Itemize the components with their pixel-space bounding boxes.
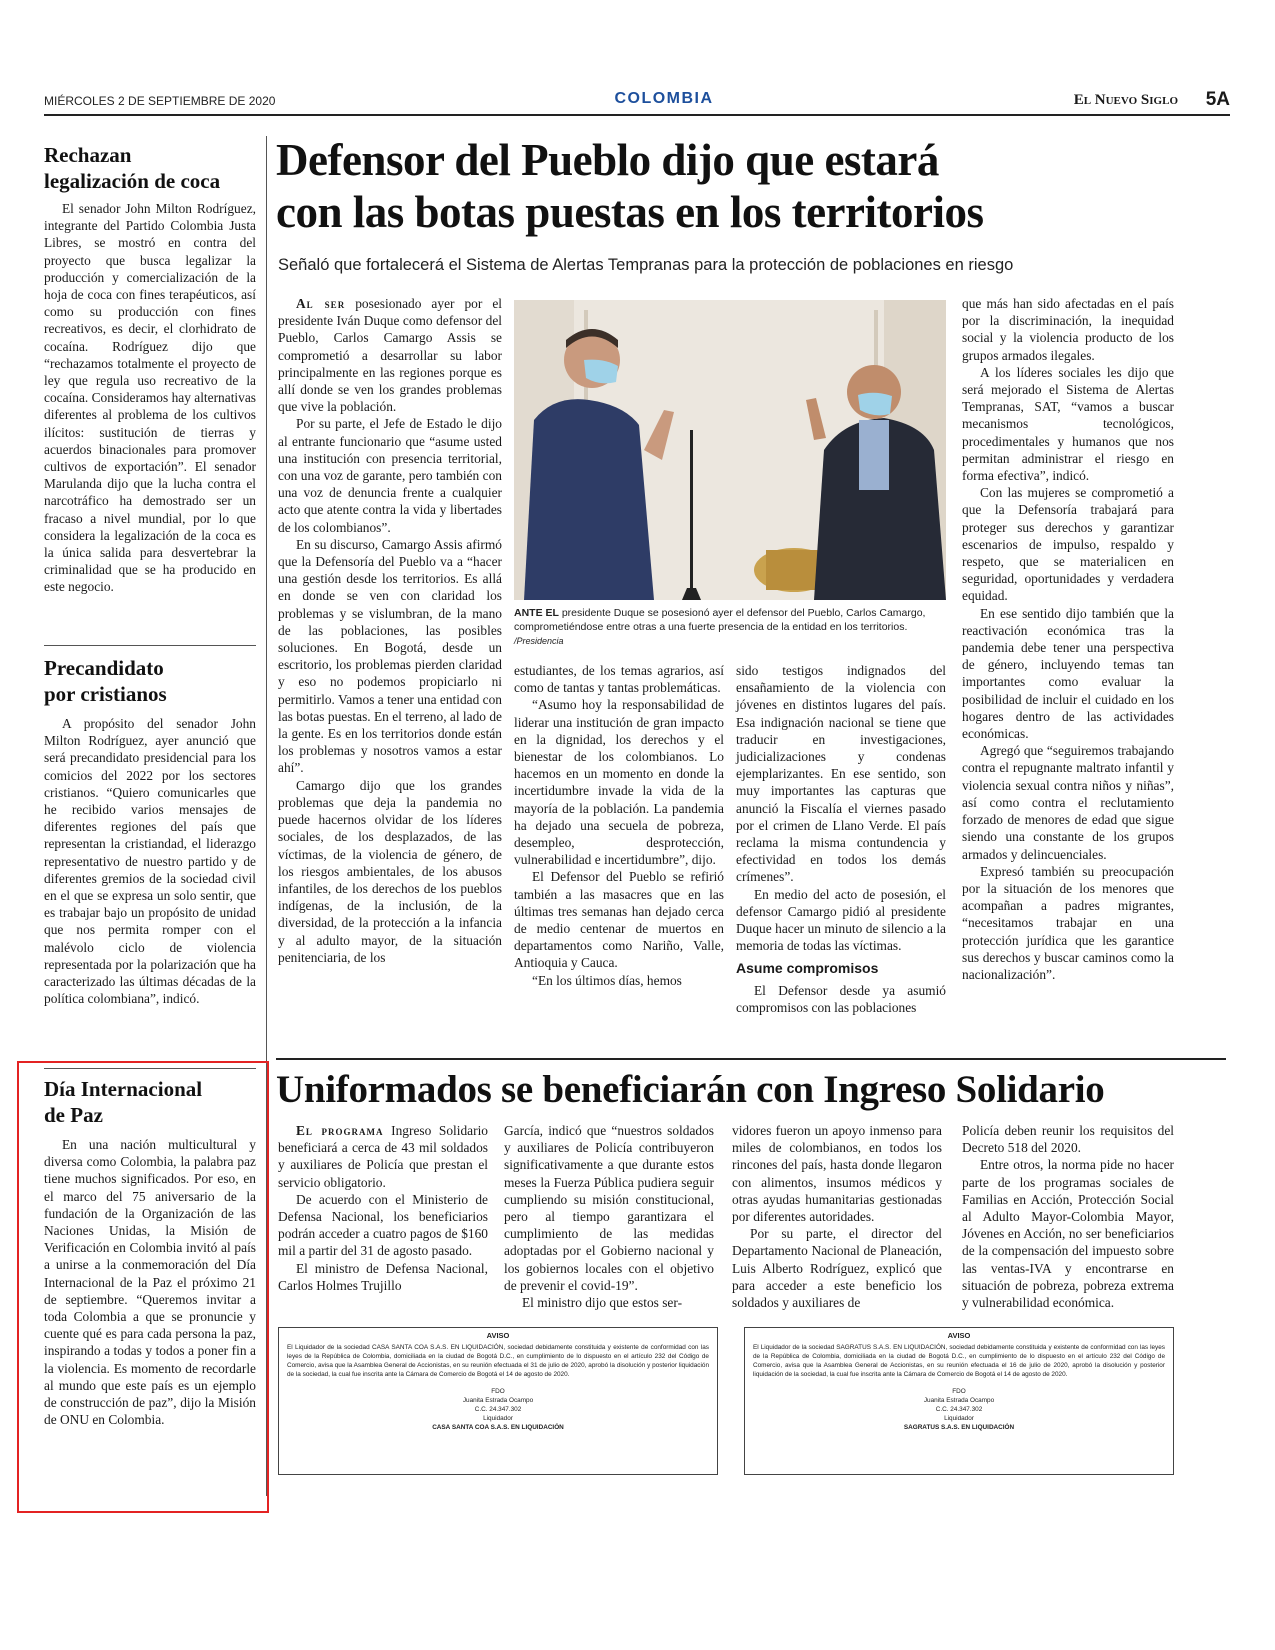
main-column-3: sido testigos indignados del ensañamiento de la violencia con jóvenes en distintos lugares del país. Esa indignación nacional se tiene que traducir en investigaciones, judicializaciones y condenas ejemplarizantes. En ese sentido, son muy importantes las capturas que anunció la Fiscalía el viernes pasado por el crimen de Llano Verde. El país reclama la misma contundencia y efectividad en todos los demás crímenes”. En medio del acto de posesión, el defensor Camargo pidió al presidente Duque hacer un minuto de silencio a la memoria de todas las víctimas. Asume compromisos El Defensor desde ya asumió compromisos con las poblaciones: [736, 663, 946, 1015]
sidebar-item-precandidato: [44, 655, 256, 1007]
sidebar-headline: Rechazan legalización de coca: [44, 143, 221, 193]
masthead: El Nuevo Siglo: [1073, 92, 1178, 108]
header-rule: [44, 114, 1230, 116]
highlight-box: [17, 1061, 269, 1513]
second-column-2: García, indicó que “nuestros soldados y auxiliares de Policía contribuyeron significativamente a que durante estos meses la Fuerza Pública pudiera seguir cumpliendo su misión constitucional, pero al tiempo garantizara el cumplimiento de las medidas adoptadas por el Gobierno nacional y los gobiernos locales con el objetivo de prevenir el covid-19”. El ministro dijo que estos ser-: [504, 1123, 714, 1311]
main-column-1: Al ser posesionado ayer por el presidente Iván Duque como defensor del Pueblo, Carlos Camargo Assis se comprometió a desarrollar su labor principalmente en las regiones porque es allí donde se ven los grandes problemas que vive la población. Por su parte, el Jefe de Estado le dijo al entrante funcionario que “asume usted una institución con presencia territorial, con una voz de garante, pero también con una voz de denuncia frente a cualquier acto que atente contra la vida y libertades de los colombianos”. En su discurso, Camargo Assis afirmó que la Defensoría del Pueblo va a “hacer una gestión desde los territorios. Es allá en donde se ven con claridad los problemas y se vislumbran, de la mano de las poblaciones, las posibles soluciones. En Bogotá, desde un escritorio, los problemas pierden claridad y eso no podemos propiciarlo ni permitirlo. Vamos a tener una entidad con las botas puestas. En el terreno, al lado de la gente. Es en los territorios donde están los problemas y nosotros vamos a estar ahí”. Camargo dijo que los grandes problemas que deja la pandemia no puede hacernos olvidar de los líderes sociales, de los desplazados, de las víctimas, de la violencia de género, de los riesgos ambientales, de los abusos infantiles, de los derechos de los pueblos indígenas, de la inclusión, de la diversidad, de la protección a la infancia y al adulto mayor, de la situación penitenciaria, de los: [278, 296, 502, 965]
lead-in: Al ser: [296, 296, 346, 311]
second-headline: Uniformados se beneficiarán con Ingreso Solidario: [276, 1068, 1105, 1111]
main-column-4: que más han sido afectadas en el país por la discriminación, la inequidad social y la violencia producto de los grupos armados ilegales. A los líderes sociales les dijo que será mejorado el Sistema de Alertas Tempranas, SAT, “vamos a buscar mecanismos tecnológicos, procedimentales y humanos que nos permitan administrar el riesgo en forma efectiva”, indicó. Con las mujeres se comprometió a que la Defensoría trabajará para proteger sus derechos y garantizar escenarios de impulso, respaldo y respeto, que se materialicen en seguridad, oportunidades y verdadera equidad. En ese sentido dijo también que la reactivación económica tras la pandemia debe tener una perspectiva de género, incluyendo temas tan importantes como evaluar la posibilidad de incluir el cuidado en los hogares dentro de las actividades económicas. Agregó que “seguiremos trabajando contra el repugnante maltrato infantil y violencia sexual contra niños y niñas”, así como contra el reclutamiento forzado de menores de edad que sigue siendo una constante de los grupos armados y delincuenciales. Expresó también su preocupación por la situación de los menores que acompañan a padres migrantes, “necesitamos trabajar en una protección jurídica que les garantice sus derechos y buscar caminos como la nacionalización”.: [962, 296, 1174, 982]
second-column-3: vidores fueron un apoyo inmenso para miles de colombianos, en todos los rincones del país, hasta donde llegaron con alimentos, insumos médicos y otras ayudas humanitarias gestionadas por diferentes autoridades. Por su parte, el director del Departamento Nacional de Planeación, Luis Alberto Rodríguez, explicó que para acceder a este beneficio los soldados y auxiliares de: [732, 1123, 942, 1311]
legal-notice-left: AVISO El Liquidador de la sociedad CASA SANTA COA S.A.S. EN LIQUIDACIÓN, sociedad debidamente constituida y existente de conformidad con las leyes de la República de Colombia, domiciliada en la ciudad de Bogotá D.C., en cumplimiento de lo dispuesto en el artículo 232 del Código de Comercio, avisa que la Asamblea General de Accionistas, en su reunión efectuada el 31 de julio de 2020, aprobó la disolución y posterior liquidación de la sociedad, la cual fue inscrita ante la Cámara de Comercio de Bogotá el 14 de agosto de 2020. FDO Juanita Estrada Ocampo C.C. 24.347.302 Liquidador CASA SANTA COA S.A.S. EN LIQUIDACIÓN: [278, 1327, 718, 1475]
issue-date: MIÉRCOLES 2 DE SEPTIEMBRE DE 2020: [44, 94, 276, 108]
article-photo: [514, 300, 946, 600]
photo-caption: ANTE EL presidente Duque se posesionó ayer el defensor del Pueblo, Carlos Camargo, comprometiéndose entre otras a una fuerte presencia de la entidad en los territorios. /Presidencia: [514, 607, 926, 646]
sidebar-body: En una nación multicultural y diversa como Colombia, la palabra paz tiene muchos significados. Por eso, en el marco del 75 aniversario de la fundación de la Organización de las Naciones Unidas, la Misión de Verificación en Colombia invitó al país a unirse a la conmemoración del Día Internacional de la Paz el próximo 21 de septiembre. “Queremos invitar a toda Colombia a que se pronuncie y cuente qué es para cada persona la paz, inspirando a todas y todos a poner fin a la violencia. Es momento de recordarle al mundo que este país es un ejemplo de construcción de paz”, dijo la Misión de ONU en Colombia.: [44, 1137, 256, 1428]
sidebar-rule: [44, 645, 256, 646]
page-number: 5A: [1205, 89, 1230, 110]
second-column-1: El programa Ingreso Solidario beneficiará a cerca de 43 mil soldados y auxiliares de Policía que prestan el servicio obligatorio. De acuerdo con el Ministerio de Defensa Nacional, los beneficiarios podrán acceder a cuatro pagos de $160 mil a partir del 31 de agosto pasado. El ministro de Defensa Nacional, Carlos Holmes Trujillo: [278, 1123, 488, 1293]
photo-illustration: [514, 300, 946, 600]
column-subhead: Asume compromisos: [736, 960, 879, 977]
article-divider: [276, 1058, 1226, 1060]
second-column-4: Policía deben reunir los requisitos del Decreto 518 del 2020. Entre otros, la norma pide no hacer parte de los programas sociales de Familias en Acción, Protección Social al Adulto Mayor-Colombia Mayor, Jóvenes en Acción, no ser beneficiarios de la compensación del impuesto sobre las ventas-IVA y encontrarse en situación de pobreza, pobreza extrema y vulnerabilidad económica.: [962, 1123, 1174, 1311]
lead-in: El programa: [296, 1123, 384, 1138]
main-headline: Defensor del Pueblo dijo que estará con las botas puestas en los territorios: [276, 135, 984, 237]
sidebar-body: A propósito del senador John Milton Rodríguez, ayer anunció que será precandidato presidencial para los comicios del 2022 por los sectores cristianos. “Quiero comunicarles que he recibido varios mensajes de diferentes regiones del país que representan la cristiandad, el liderazgo representativo de nuestro partido y de diferentes gremios de la sociedad civil en el que se expresa un solo sentir, que es trabajar bajo un propósito de unidad que nos permita romper con el malévolo ciclo de violencia representada por la polarización que ha caracterizado las últimas décadas de la política colombiana”, indicó.: [44, 716, 256, 1007]
sidebar-headline: Día Internacional de Paz: [44, 1077, 203, 1127]
sidebar-headline: Precandidato por cristianos: [44, 656, 167, 706]
sidebar-body: El senador John Milton Rodríguez, integrante del Partido Colombia Justa Libres, se mostró en contra del proyecto que busca legalizar la producción y comercialización de la hoja de coca con fines terapéuticos, así como su producción con fines recreativos, es decir, el clorhidrato de cocaína. Rodríguez dijo que “rechazamos totalmente el proyecto de ley que regula uso recreativo de la cocaína. Consideramos hay alternativas diferentes al problema de los cultivos ilícitos: sustitución de tierras y acuerdos binacionales para promover cultivos de exportación”. El senador Marulanda dijo que la lucha contra el narcotráfico ha demostrado ser un fracaso a nivel mundial, por lo que considera la legalización de la coca es la única salida para desvertebrar la criminalidad que se ha producido en este negocio.: [44, 201, 256, 595]
sidebar-item-coca: [44, 142, 256, 596]
section-name: COLOMBIA: [614, 90, 714, 107]
page-header: [44, 90, 1230, 112]
main-column-2: estudiantes, de los temas agrarios, así como de tantas y tantas problemáticas. “Asumo hoy la responsabilidad de liderar una institución de gran impacto en la dignidad, los derechos y el bienestar de los colombianos. Lo hacemos en un momento en donde la incertidumbre invade la vida de la mayoría de la población. La pandemia ha dejado una secuela de pobreza, desempleo, desprotección, vulnerabilidad e incertidumbre”, dijo. El Defensor del Pueblo se refirió también a las masacres que en las últimas tres semanas han dejado cerca de medio centenar de muertos en departamentos como Nariño, Valle, Antioquia y Cauca. “En los últimos días, hemos: [514, 663, 724, 988]
main-subtitle: Señaló que fortalecerá el Sistema de Alertas Tempranas para la protección de poblaciones en riesgo: [278, 256, 1014, 274]
legal-notice-right: AVISO El Liquidador de la sociedad SAGRATUS S.A.S. EN LIQUIDACIÓN, sociedad debidamente constituida y existente de conformidad con las leyes de la República de Colombia, domiciliada en la ciudad de Bogotá D.C., en cumplimiento de lo dispuesto en el artículo 232 del Código de Comercio, avisa que la Asamblea General de Accionistas, en su reunión efectuada el 16 de julio de 2020, aprobó la disolución y posterior liquidación de la sociedad, la cual fue inscrita ante la Cámara de Comercio de Bogotá el 14 de agosto de 2020. FDO Juanita Estrada Ocampo C.C. 24.347.302 Liquidador SAGRATUS S.A.S. EN LIQUIDACIÓN: [744, 1327, 1174, 1475]
